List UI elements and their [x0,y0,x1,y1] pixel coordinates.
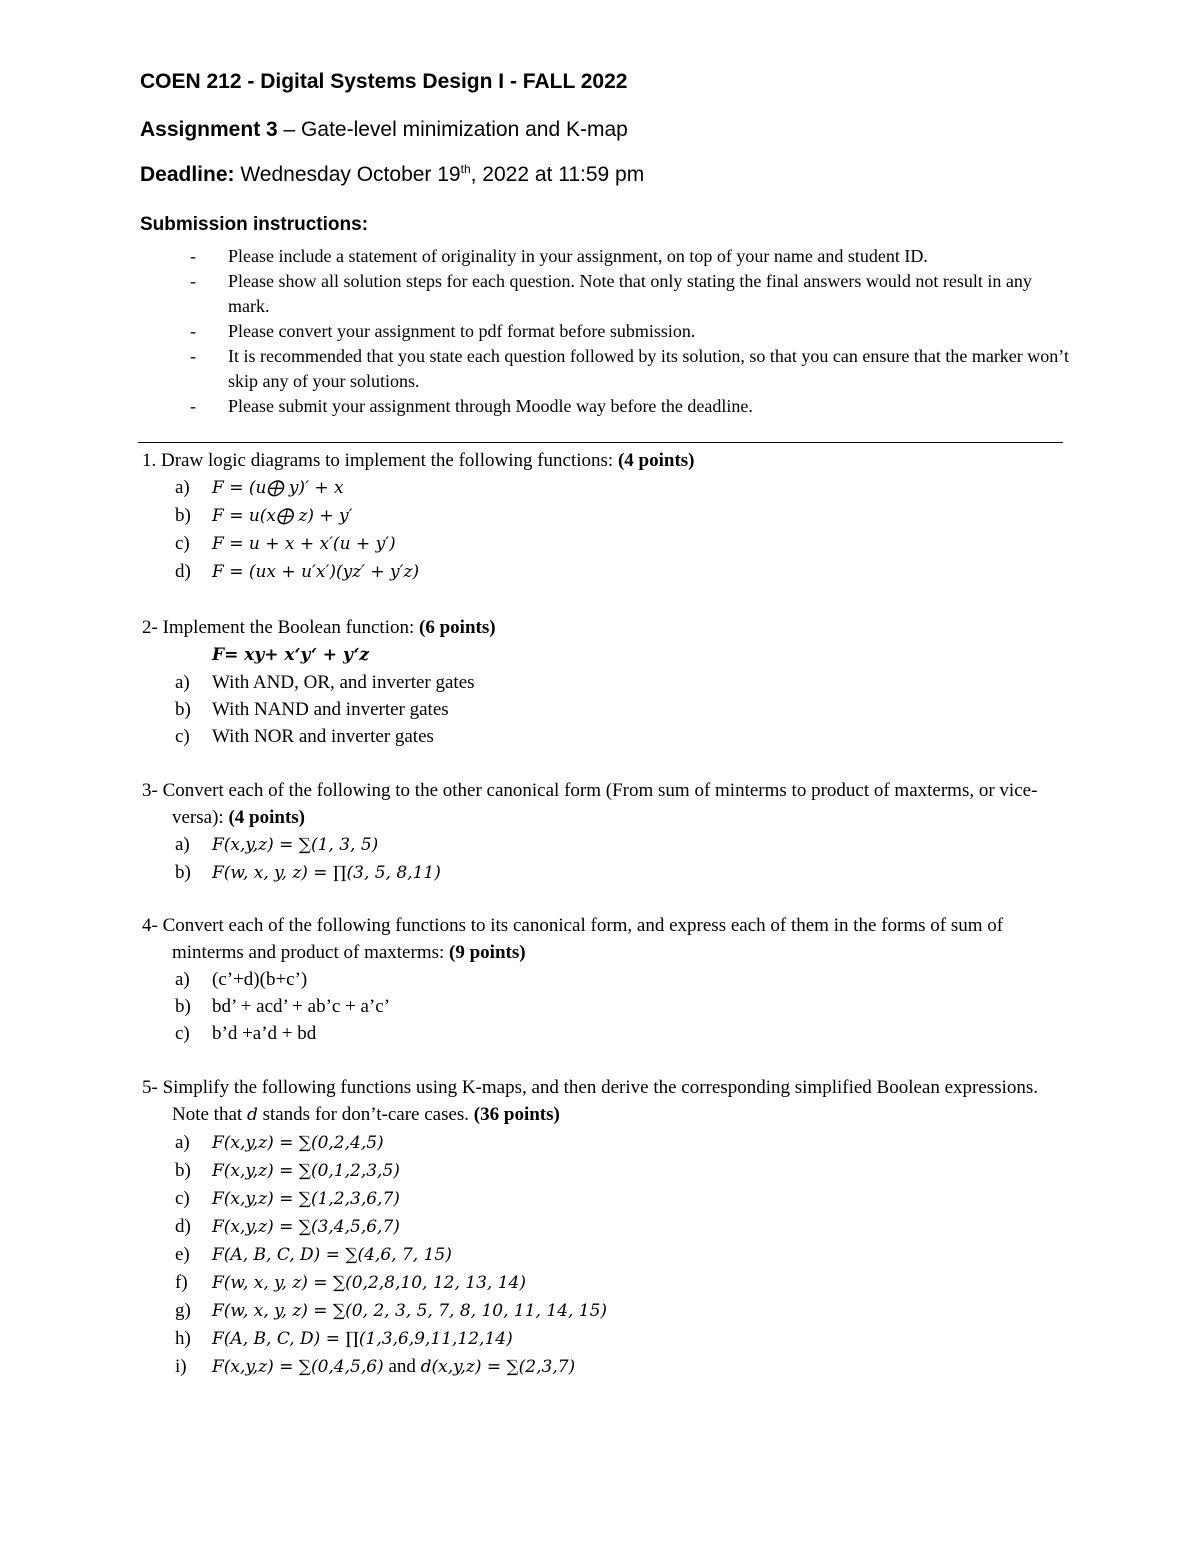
question-3-stem [142,777,1072,831]
item-expression: F(A, B, C, D) = ∏(1,3,6,9,11,12,14) [212,1329,513,1349]
question-3-items [142,831,1072,887]
question-2-text: 2- Implement the Boolean function: [142,617,420,638]
item-label: a) [175,969,190,990]
item-expression: F(x,y,z) = ∑(1, 3, 5) [212,835,379,855]
item-label: c) [175,1188,190,1209]
assignment-topic: – Gate-level minimization and K-map [277,118,628,141]
item-expression: F(x,y,z) = ∑(0,2,4,5) [212,1133,384,1153]
item-expression: F(A, B, C, D) = ∑(4,6, 7, 15) [212,1245,452,1265]
item-label: a) [175,477,190,498]
question-item [142,502,1072,530]
item-expression-dont-care: d(x,y,z) = ∑(2,3,7) [420,1357,576,1377]
question-2-formula: F= xy+ x‘y‘ + y‘z [212,645,370,665]
item-expression: F = u(x⨁ z) + y′ [212,506,353,526]
item-expression: F = (ux + u′x′)(yz′ + y′z) [212,562,420,582]
question-item [142,1157,1072,1185]
item-label: e) [175,1244,190,1265]
item-expression: F(w, x, y, z) = ∏(3, 5, 8,11) [212,863,441,883]
question-1-text: 1. Draw logic diagrams to implement the following functions: [142,450,618,471]
item-expression: F = u + x + x′(u + y′) [212,534,396,554]
item-label: b) [175,996,191,1017]
item-expression: (c’+d)(b+c’) [212,969,308,990]
question-item [142,993,1072,1020]
item-expression: b’d +a’d + bd [212,1023,317,1044]
question-item [142,1269,1072,1297]
question-5-text: 5- Simplify the following functions using K-maps, and then derive the corresponding simplified Boolean expressions. Note that [142,1077,1039,1125]
item-expression: F(w, x, y, z) = ∑(0, 2, 3, 5, 7, 8, 10, 11, 14, 15) [212,1301,608,1321]
question-2-stem [142,614,1072,641]
question-4-items [142,966,1072,1047]
question-1-stem [142,447,1072,474]
item-expression: F(x,y,z) = ∑(0,1,2,3,5) [212,1161,400,1181]
question-item [142,1185,1072,1213]
item-label: b) [175,1160,191,1181]
item-label: c) [175,1023,190,1044]
item-label: h) [175,1328,191,1349]
question-item [142,530,1072,558]
question-item [142,1213,1072,1241]
question-5-points: (36 points) [473,1104,560,1125]
question-2-formula-row [142,641,1072,669]
horizontal-divider [138,442,1063,443]
question-item [142,1241,1072,1269]
item-label: a) [175,834,190,855]
item-text: With NOR and inverter gates [212,726,434,747]
item-label: i) [175,1356,187,1377]
deadline-line [140,163,644,187]
item-label: a) [175,672,190,693]
item-expression: bd’ + acd’ + ab’c + a’c’ [212,996,391,1017]
question-item [142,966,1072,993]
item-expression: F(w, x, y, z) = ∑(0,2,8,10, 12, 13, 14) [212,1273,526,1293]
question-5-dont-care-symbol: d [246,1105,258,1125]
deadline-sup: th [460,162,471,176]
submission-heading: Submission instructions: [140,214,369,235]
question-3-text: 3- Convert each of the following to the other canonical form (From sum of minterms to product of maxterms, or vice-versa): [142,780,1038,828]
question-4-text: 4- Convert each of the following functions to its canonical form, and express each of them in the forms of sum of minterms and product of maxterms: [142,915,1004,963]
question-2 [142,614,1072,750]
question-5 [142,1074,1072,1381]
deadline-time: , 2022 at 11:59 pm [470,163,645,186]
item-label: b) [175,699,191,720]
question-item [142,1020,1072,1047]
item-label: d) [175,561,191,582]
question-3 [142,777,1072,887]
assignment-line [140,118,628,142]
question-item [142,558,1072,586]
question-item [142,1129,1072,1157]
question-3-points: (4 points) [228,807,305,828]
item-text: With AND, OR, and inverter gates [212,672,475,693]
item-label: b) [175,862,191,883]
submission-item: - Please submit your assignment through Moodle way before the deadline. [190,394,1070,419]
question-5-text-end: stands for don’t-care cases. [257,1104,474,1125]
deadline-label: Deadline: [140,163,235,186]
item-text: With NAND and inverter gates [212,699,449,720]
question-item [142,474,1072,502]
item-label: c) [175,726,190,747]
question-item [142,859,1072,887]
question-2-points: (6 points) [419,617,496,638]
submission-item: - Please convert your assignment to pdf format before submission. [190,319,1070,344]
item-expression: F = (u⨁ y)′ + x [212,478,344,498]
question-item [142,696,1072,723]
question-1 [142,447,1072,586]
item-expression: F(x,y,z) = ∑(1,2,3,6,7) [212,1189,400,1209]
question-item [142,669,1072,696]
item-label: d) [175,1216,191,1237]
question-item [142,831,1072,859]
submission-item: - Please show all solution steps for each question. Note that only stating the final answers would not result in any mark. [190,269,1070,319]
item-expression: F(x,y,z) = ∑(3,4,5,6,7) [212,1217,400,1237]
item-expression: F(x,y,z) = ∑(0,4,5,6) [212,1357,384,1377]
course-title: COEN 212 - Digital Systems Design I - FALL 2022 [140,70,628,93]
submission-item: - Please include a statement of originality in your assignment, on top of your name and student ID. [190,244,1070,269]
question-item [142,1325,1072,1353]
question-4-stem [142,912,1072,966]
item-label: c) [175,533,190,554]
item-label: b) [175,505,191,526]
question-1-items [142,474,1072,586]
deadline-date: Wednesday October 19 [234,163,461,186]
assignment-label: Assignment 3 [140,118,278,141]
question-item [142,1353,1072,1381]
question-5-items [142,1129,1072,1381]
question-item [142,723,1072,750]
item-label: f) [175,1272,188,1293]
question-1-points: (4 points) [617,450,695,471]
question-2-items [142,669,1072,750]
question-4-points: (9 points) [449,942,526,963]
question-item [142,1297,1072,1325]
item-label: g) [175,1300,191,1321]
item-conjunction: and [388,1356,416,1377]
submission-item: - It is recommended that you state each question followed by its solution, so that you can ensure that the marker won’t skip any of your solutions. [190,344,1070,394]
item-label: a) [175,1132,190,1153]
submission-list [190,244,1070,419]
question-5-stem [142,1074,1072,1129]
question-4 [142,912,1072,1047]
